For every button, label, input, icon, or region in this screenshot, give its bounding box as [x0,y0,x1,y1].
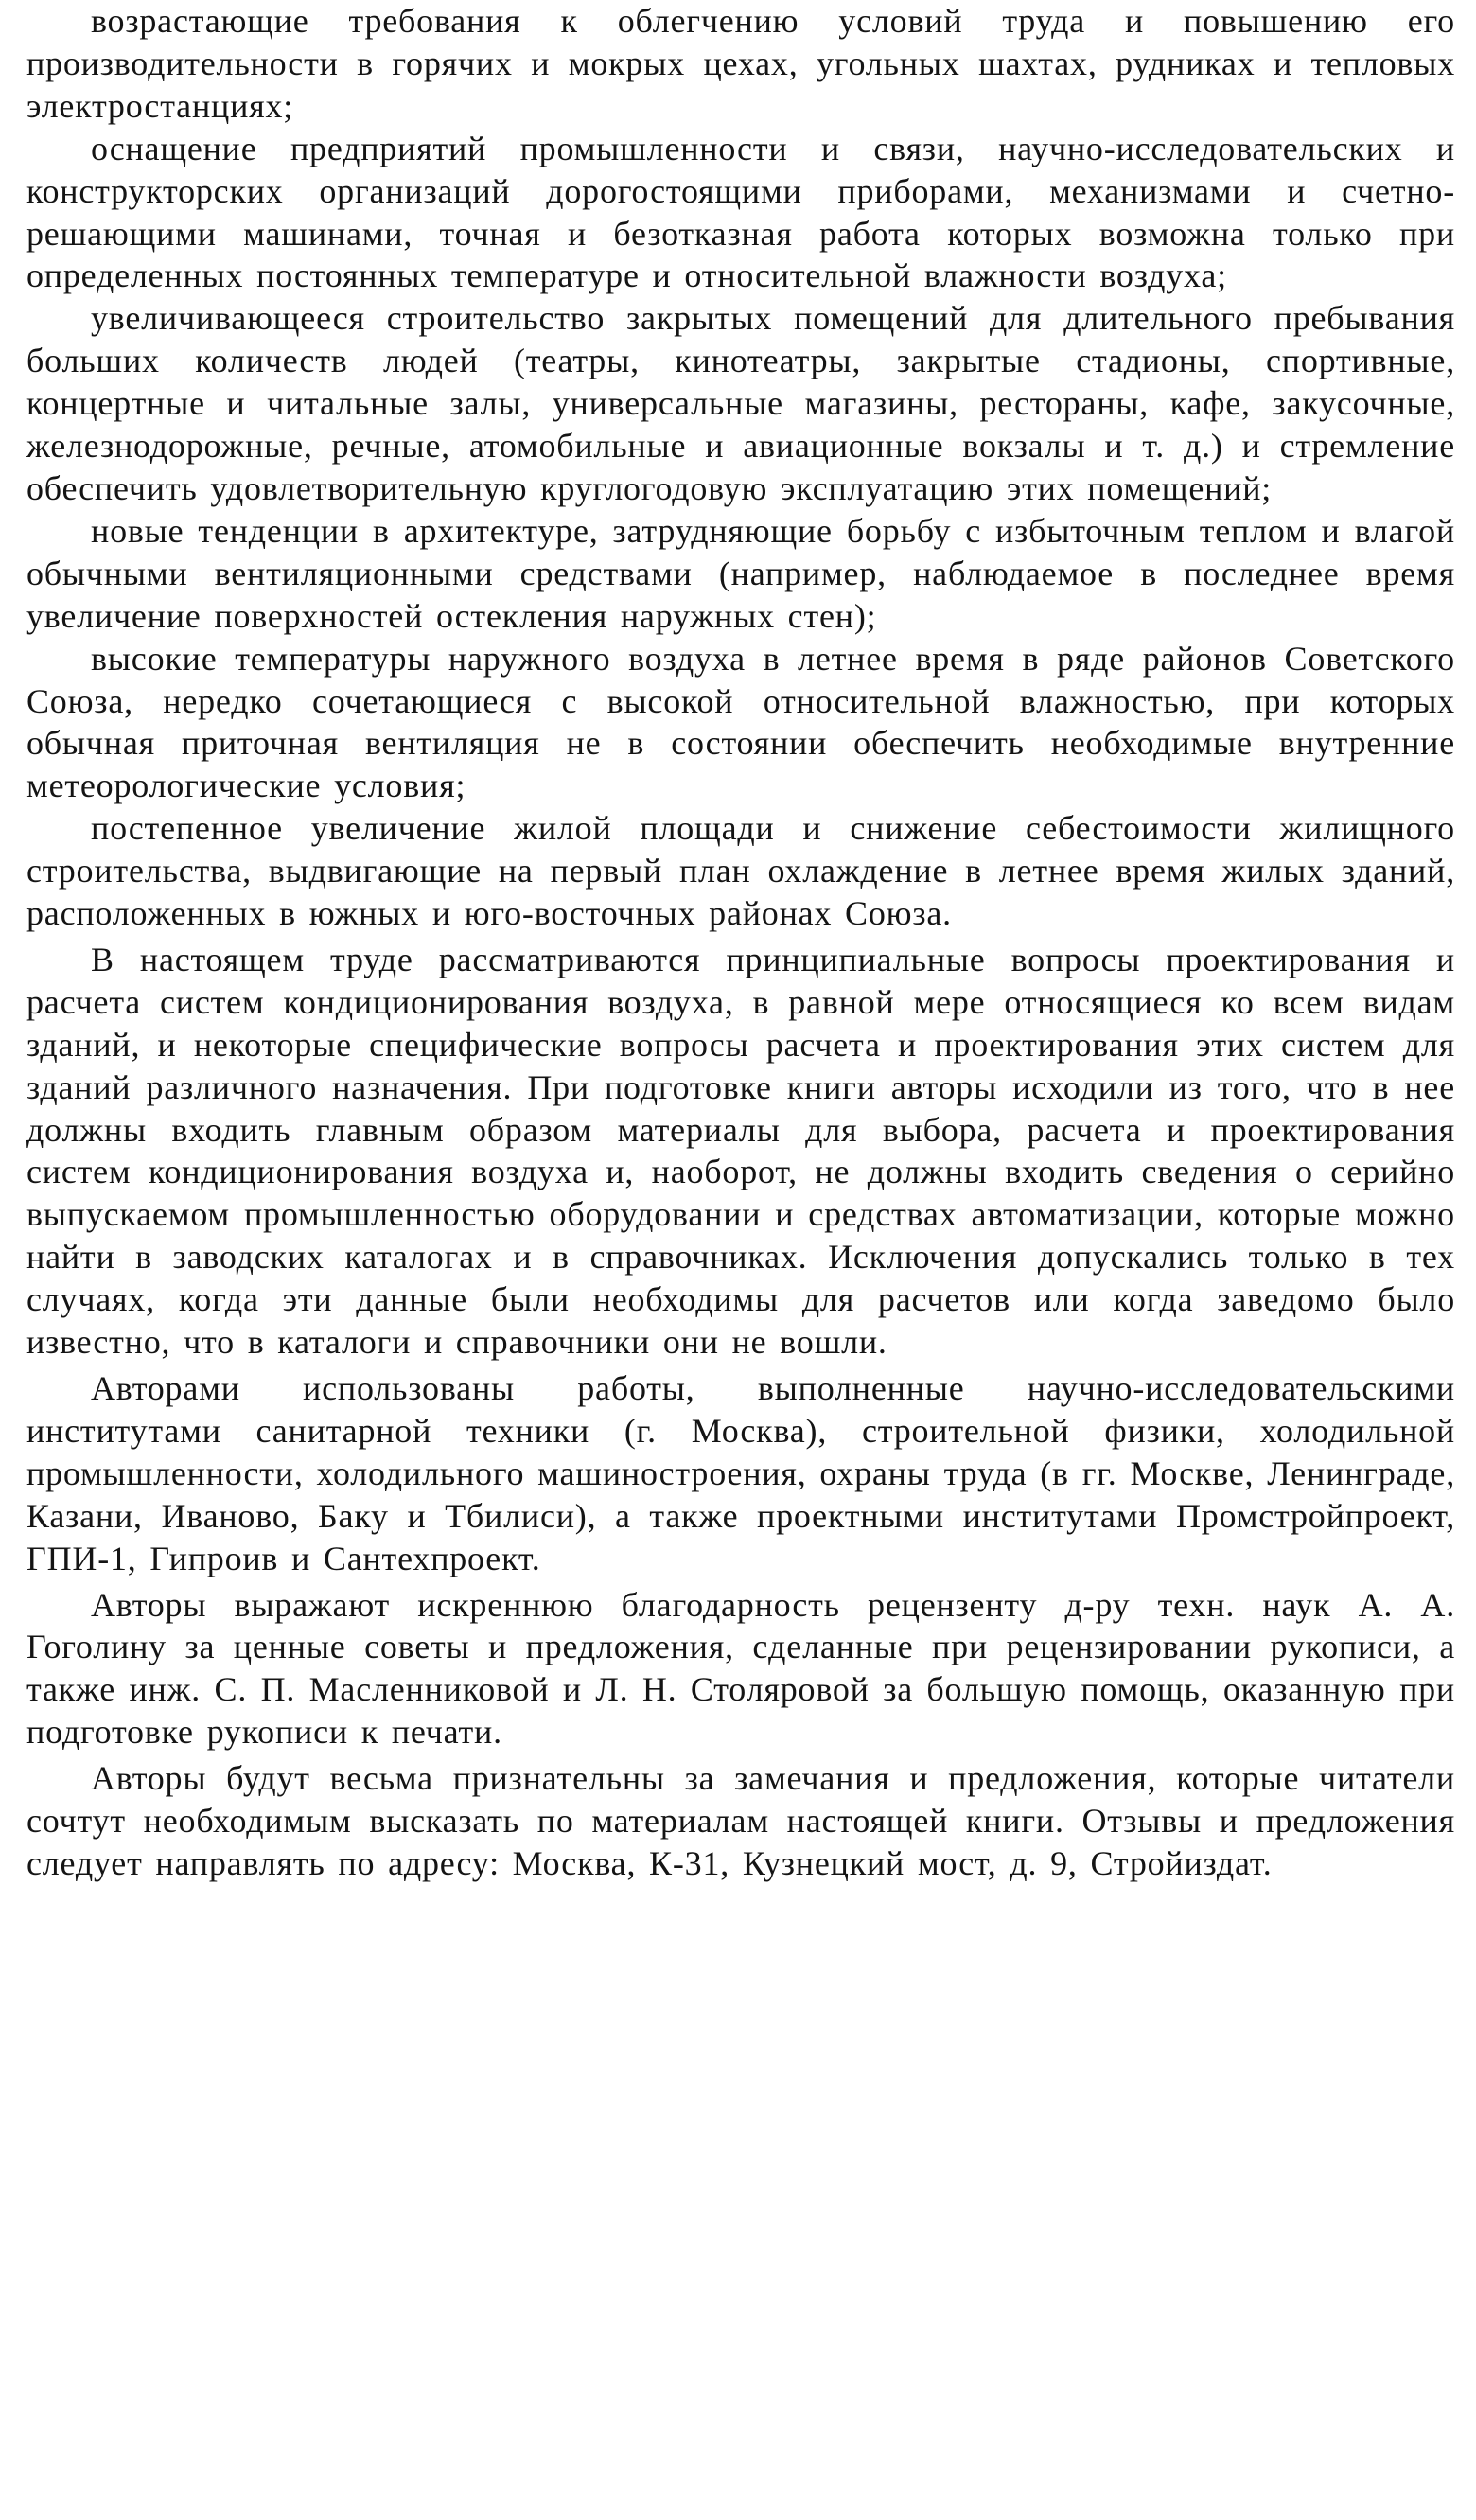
paragraph-working-conditions: возрастающие требования к облегчению условий труда и повышению его производительности в горячих и мокрых цехах, угольных шахтах, рудниках и тепловых электростанциях; [26,2,1455,125]
paragraph-climate: высокие температуры наружного воздуха в летнее время в ряде районов Советского Союза, нередко сочетающиеся с высокой относительной влажностью, при которых обычная приточная вентиляция не в состоянии обеспечить необходимые внутренние метеорологические условия; [26,639,1455,805]
paragraph-architecture: новые тенденции в архитектуре, затрудняющие борьбу с избыточным теплом и влагой обычными вентиляционными средствами (например, наблюдаемое в последнее время увеличение поверхностей остекления наружных стен); [26,511,1455,635]
paragraph-housing: постепенное увеличение жилой площади и снижение себестоимости жилищного строительства, выдвигающие на первый план охлаждение в летнее время жилых зданий, расположенных в южных и юго-восточных районах Союза. [26,809,1455,933]
paragraph-sources: Авторами использованы работы, выполненные научно-исследовательскими институтами санитарной техники (г. Москва), строительной физики, холодильной промышленности, холодильного машиностроения, охраны труда (в гг. Москве, Ленинграде, Казани, Иваново, Баку и Тбилиси), а также проектными институтами Промстройпроект, ГПИ-1, Гипроив и Сантехпроект. [26,1369,1455,1577]
paragraph-scope: В настоящем труде рассматриваются принципиальные вопросы проектирования и расчета систем кондиционирования воздуха, в равной мере относящиеся ко всем видам зданий, и некоторые специфические вопросы расчета и проектирования этих систем для зданий различного назначения. При подготовке книги авторы исходили из того, что в нее должны входить главным образом материалы для выбора, расчета и проектирования систем кондиционирования воздуха и, наоборот, не должны входить сведения о серийно выпускаемом промышленностью оборудовании и средствах автоматизации, которые можно найти в заводских каталогах и в справочниках. Исключения допускались только в тех случаях, когда эти данные были необходимы для расчетов или когда заведомо было известно, что в каталоги и справочники они не вошли. [26,940,1455,1362]
paragraph-public-buildings: увеличивающееся строительство закрытых помещений для длительного пребывания больших количеств людей (театры, кинотеатры, закрытые стадионы, спортивные, концертные и читальные залы, универсальные магазины, рестораны, кафе, закусочные, железнодорожные, речные, атомобильные и авиационные вокзалы и т. д.) и стремление обеспечить удовлетворительную круглогодовую эксплуатацию этих помещений; [26,299,1455,507]
paragraph-equipment: оснащение предприятий промышленности и связи, научно-исследовательских и конструкторских организаций дорогостоящими приборами, механизмами и счетно-решающими машинами, точная и безотказная работа которых возможна только при определенных постоянных температуре и относительной влажности воздуха; [26,129,1455,295]
paragraph-feedback: Авторы будут весьма признательны за замечания и предложения, которые читатели сочтут необходимым высказать по материалам настоящей книги. Отзывы и предложения следует направлять по адресу: Москва, К-31, Кузнецкий мост, д. 9, Стройиздат. [26,1759,1455,1882]
paragraph-acknowledgements: Авторы выражают искреннюю благодарность рецензенту д-ру техн. наук А. А. Гоголину за ценные советы и предложения, сделанные при рецензировании рукописи, а также инж. С. П. Масленниковой и Л. Н. Столяровой за большую помощь, оказанную при подготовке рукописи к печати. [26,1585,1455,1752]
document-page [26,0,1455,1885]
